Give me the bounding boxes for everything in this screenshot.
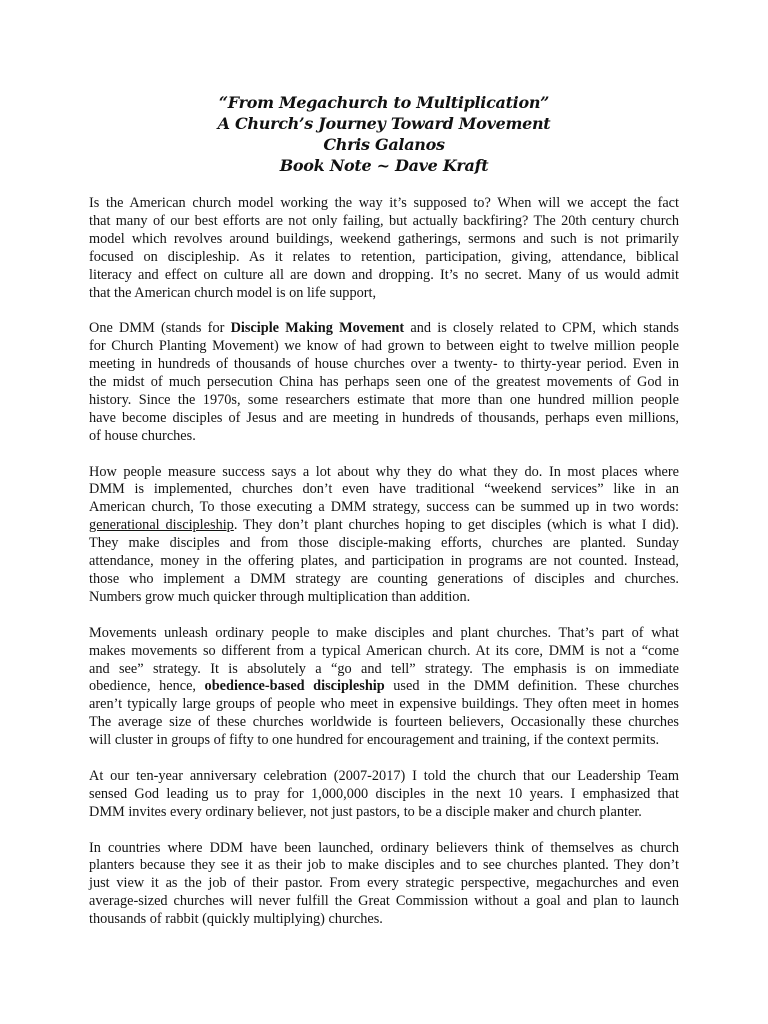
text-line: that the American church model is on life support,: [89, 284, 377, 301]
paragraph-1: [89, 195, 679, 302]
bold-term-disciple-making-movement: Disciple Making Movement: [230, 320, 405, 337]
text-line: DMM invites every ordinary believer, not just pastors, to be a disciple maker and church planter.: [89, 803, 642, 820]
text-line: Movements unleash ordinary people to make disciples and plant churches. That’s part of what: [89, 624, 679, 641]
text-line: [89, 320, 679, 338]
text-line: DMM is implemented, churches don’t even have traditional “weekend services” like in an: [89, 481, 679, 498]
text-line: have become disciples of Jesus and are meeting in hundreds of thousands, perhaps even millions,: [89, 409, 679, 426]
text-line: [89, 517, 679, 535]
book-note-byline: Book Note ~ Dave Kraft: [279, 156, 489, 175]
text-line: just view it as the job of their pastor. From every strategic perspective, megachurches and even: [89, 875, 679, 892]
text-line: makes movements so different from a typical American church. At its core, DMM is not a “come: [89, 642, 679, 659]
text-line: history. Since the 1970s, some researchers estimate that more than one hundred million people: [89, 391, 679, 408]
text-line: thousands of rabbit (quickly multiplying) churches.: [89, 911, 383, 928]
text-run: used in the DMM definition. These churches: [384, 678, 679, 695]
text-line: American church, To those executing a DMM strategy, success can be summed up in two words:: [89, 499, 679, 516]
text-line: the midst of much persecution China has perhaps seen one of the greatest movements of God in: [89, 374, 679, 391]
text-run: . They don’t plant churches hoping to get disciples (which is what I did).: [233, 517, 680, 534]
text-line: attendance, money in the offering plates, and participation in programs are not counted. Instead,: [89, 553, 679, 570]
underlined-term-generational-discipleship: generational discipleship: [89, 517, 234, 534]
text-line: How people measure success says a lot about why they do what they do. In most places where: [89, 463, 679, 480]
text-run: and is closely related to CPM, which stands: [404, 320, 679, 337]
text-line: They make disciples and from those disciple-making efforts, churches are planted. Sunday: [89, 535, 679, 552]
text-line: and see” strategy. It is absolutely a “go and tell” strategy. The emphasis is on immediate: [89, 660, 679, 677]
text-line: Numbers grow much quicker through multiplication than addition.: [89, 588, 471, 605]
text-line: In countries where DDM have been launched, ordinary believers think of themselves as church: [89, 839, 679, 856]
text-line: planters because they see it as their job to make disciples and to see churches planted. They don’t: [89, 857, 679, 874]
text-line: aren’t typically large groups of people who meet in expensive buildings. They often meet in homes: [89, 696, 679, 713]
text-line: The average size of these churches worldwide is fourteen believers, Occasionally these churches: [89, 714, 679, 731]
paragraph-6: [89, 840, 679, 930]
text-line: At our ten-year anniversary celebration (2007-2017) I told the church that our Leadership Team: [89, 767, 679, 784]
bold-term-obedience-based-discipleship: obedience-based discipleship: [204, 678, 385, 695]
paragraph-2: [89, 320, 679, 445]
paragraph-3: [89, 464, 679, 607]
text-line: meeting in hundreds of thousands of house churches over a twenty- to thirty-year period. Even in: [89, 356, 679, 373]
text-line: Is the American church model working the way it’s supposed to? When will we accept the fact: [89, 195, 679, 211]
text-line: average-sized churches will never fulfill the Great Commission without a goal and plan to launch: [89, 893, 679, 910]
text-line: that many of our best efforts are not only failing, but actually backfiring? The 20th century church: [89, 212, 679, 229]
text-line: literacy and effect on culture all are down and dropping. It’s no secret. Many of us would admit: [89, 266, 679, 283]
text-line: for Church Planting Movement) we know of had grown to between eight to twelve million people: [89, 338, 679, 355]
paragraph-4: [89, 625, 679, 750]
book-subtitle: A Church’s Journey Toward Movement: [217, 114, 551, 133]
text-run: One DMM (stands for: [89, 320, 231, 337]
text-line: focused on discipleship. As it relates to retention, participation, giving, attendance, biblical: [89, 248, 679, 265]
text-line: model which revolves around buildings, weekend gatherings, sermons and such is not primarily: [89, 230, 679, 247]
text-line: sensed God leading us to pray for 1,000,000 disciples in the next 10 years. I emphasized that: [89, 785, 679, 802]
paragraph-5: [89, 768, 679, 822]
book-author: Chris Galanos: [323, 135, 445, 154]
text-line: of house churches.: [89, 427, 196, 444]
text-line: will cluster in groups of fifty to one hundred for encouragement and training, if the context permits.: [89, 732, 660, 749]
text-line: [89, 678, 679, 696]
document-body: [89, 195, 679, 947]
book-title: “From Megachurch to Multiplication”: [218, 93, 550, 112]
text-run: obedience, hence,: [89, 678, 205, 695]
text-line: those who implement a DMM strategy are counting generations of disciples and churches.: [89, 571, 679, 587]
document-title-block: [0, 92, 768, 176]
